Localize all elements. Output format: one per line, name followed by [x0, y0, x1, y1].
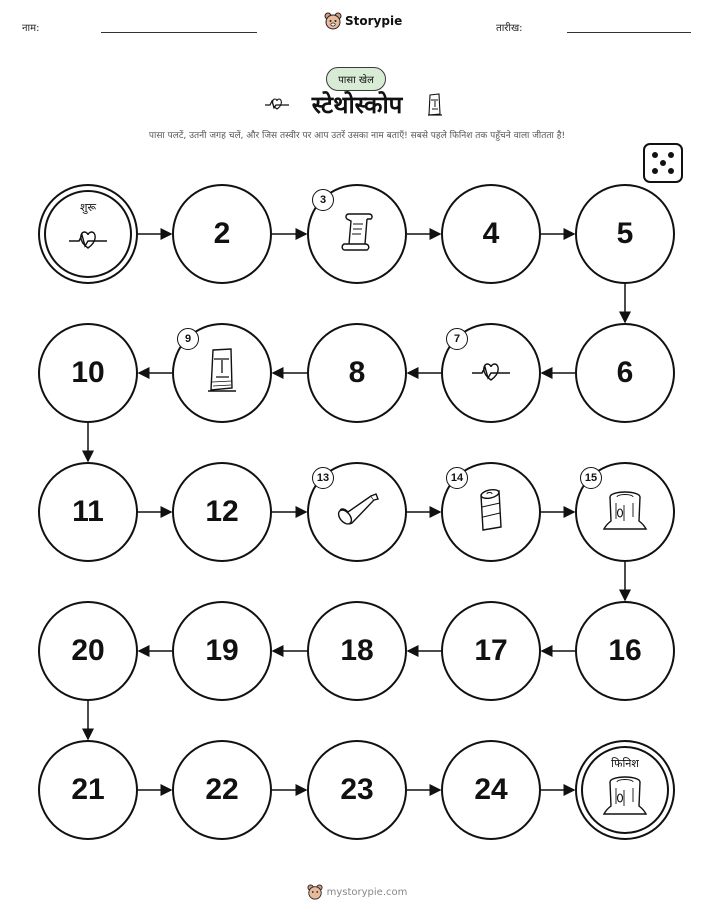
page-title: स्टेथोस्कोप [311, 91, 403, 119]
finish-space [575, 740, 675, 840]
space-number: 16 [608, 634, 642, 667]
board-space [307, 601, 407, 701]
date-label: तारीख: [496, 23, 523, 34]
instructions-text: पासा पलटें, उतनी जगह चलें, और जिस तस्वीर पर आप उतरें उसका नाम बताएँ! सबसे पहले फिनिश तक पहुँचने वाला जीतता है! [148, 131, 566, 141]
space-number: 20 [71, 634, 105, 667]
space-number: 19 [205, 634, 239, 667]
space-number: 11 [72, 495, 104, 528]
space-number: 18 [340, 634, 374, 667]
rolled-mat-icon [475, 487, 507, 537]
board-space [172, 740, 272, 840]
footer-url: mystorypie.com [326, 886, 408, 898]
space-number: 17 [474, 634, 508, 667]
board-space [172, 601, 272, 701]
heartbeat-icon [471, 359, 511, 387]
board-space [575, 601, 675, 701]
bear-mascot-icon [307, 884, 323, 900]
space-number-badge: 14 [446, 467, 468, 489]
space-number: 24 [474, 773, 508, 806]
moai-statue-icon [205, 346, 239, 400]
space-number-badge: 15 [580, 467, 602, 489]
brand-name: Storypie [345, 14, 403, 28]
board-space [307, 323, 407, 423]
start-label: शुरू [79, 201, 97, 214]
board-space [307, 740, 407, 840]
space-number-badge: 9 [177, 328, 199, 350]
board-space [441, 323, 541, 423]
board-space [172, 462, 272, 562]
board-space [307, 462, 407, 562]
tree-stump-icon [602, 489, 648, 535]
space-number: 22 [205, 773, 239, 806]
board-space [575, 462, 675, 562]
board-space [575, 323, 675, 423]
space-number: 5 [616, 217, 634, 250]
board-space [38, 601, 138, 701]
space-number: 23 [340, 773, 374, 806]
board-space [307, 184, 407, 284]
footer [0, 884, 714, 900]
board-space [441, 740, 541, 840]
space-number: 10 [71, 356, 105, 389]
space-number: 6 [616, 356, 634, 389]
tree-stump-icon [602, 774, 648, 820]
board-space [441, 184, 541, 284]
board-space [38, 462, 138, 562]
game-type-badge: पासा खेल [326, 67, 386, 91]
horn-icon [334, 490, 380, 534]
board-space [172, 184, 272, 284]
board-space [172, 323, 272, 423]
name-label: नाम: [22, 23, 40, 34]
board-space [441, 462, 541, 562]
board-space [441, 601, 541, 701]
finish-label: फिनिश [611, 757, 639, 770]
heartbeat-icon [68, 227, 108, 255]
space-number-badge: 13 [312, 467, 334, 489]
space-number: 12 [205, 495, 239, 528]
start-space [38, 184, 138, 284]
space-number: 2 [213, 217, 231, 250]
scroll-icon [337, 210, 377, 258]
space-number: 8 [348, 356, 366, 389]
board-space [38, 323, 138, 423]
board-space [575, 184, 675, 284]
space-number: 4 [482, 217, 500, 250]
space-number-badge: 3 [312, 189, 334, 211]
space-number-badge: 7 [446, 328, 468, 350]
space-number: 21 [71, 773, 105, 806]
board-space [38, 740, 138, 840]
